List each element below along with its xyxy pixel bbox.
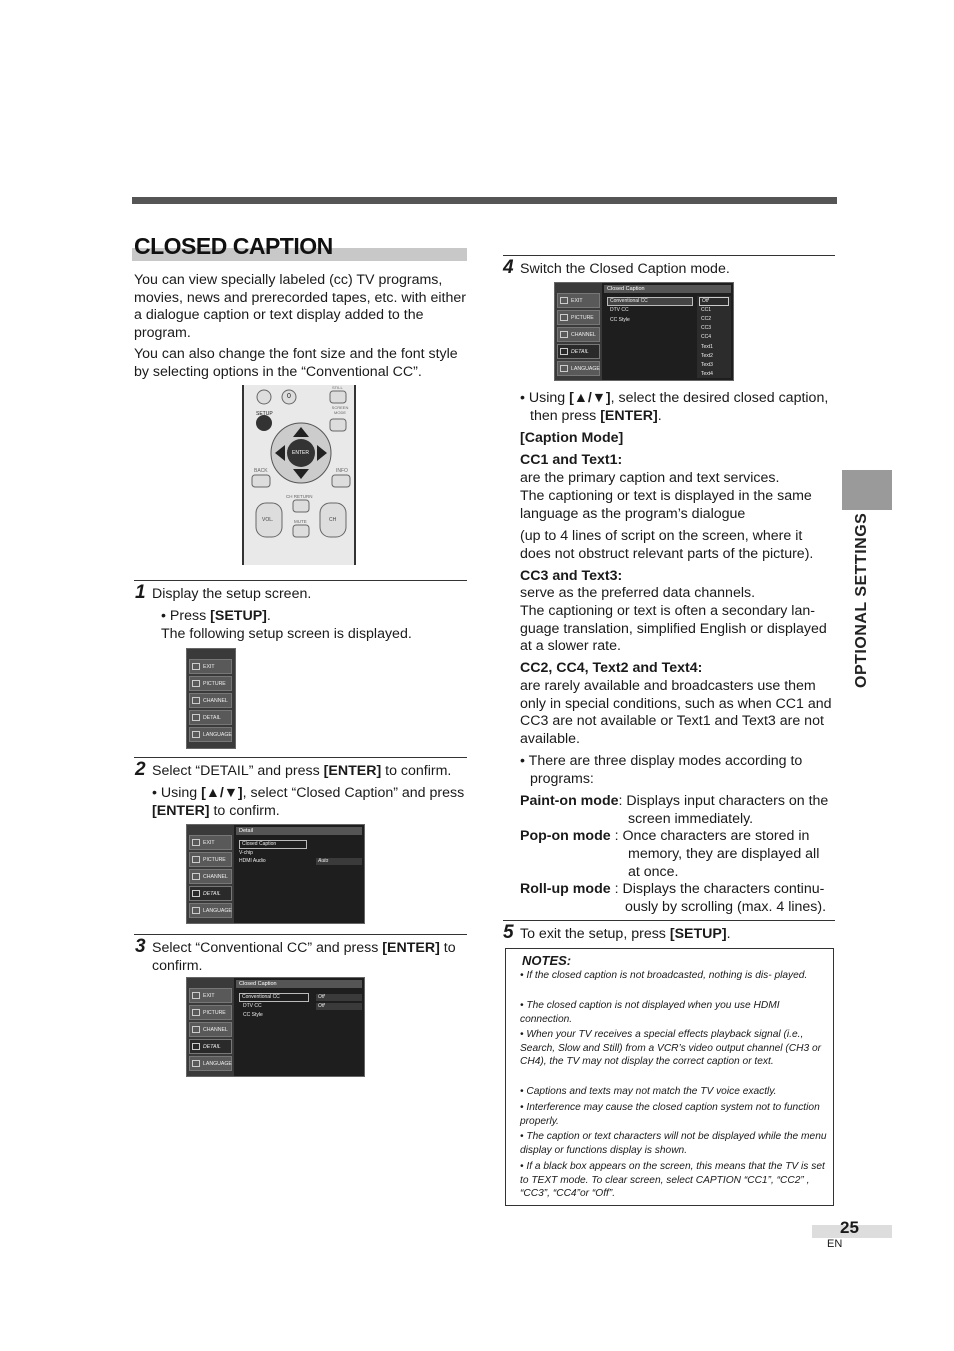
ch-return-label: CH RETURN [286,494,313,499]
step1-bullet-line2: The following setup screen is displayed. [161,626,412,642]
setup-menu-screen [186,648,236,749]
language-icon [192,907,200,914]
cc-option-list [697,296,731,378]
detail-icon [192,890,200,897]
conventional-cc-item[interactable]: Conventional CC [607,297,693,306]
page-title: CLOSED CAPTION [134,233,333,259]
caption-mode-heading: [Caption Mode] [520,430,624,446]
notes-box [505,948,834,1206]
menu-detail[interactable]: DETAIL [557,344,600,359]
step1-number: 1 [135,582,146,603]
language-icon [192,1060,200,1067]
zero-key-label: 0 [287,393,291,400]
step3-text: Select “Conventional CC” and press [ENTER] to confirm. [152,940,456,974]
dtv-cc-item[interactable]: DTV CC [243,1003,262,1009]
exit-icon [192,992,200,999]
page-number: 25 [840,1218,859,1237]
mute-label: MUTE [294,519,307,524]
detail-menu-title: Detail [236,827,362,835]
menu-exit[interactable]: EXIT [189,659,232,674]
remote-illustration [242,385,356,565]
detail-icon [560,348,568,355]
step4-rule [503,255,835,256]
intro-paragraph-1: You can view specially labeled (cc) TV programs, movies, news and prerecorded tapes, etc. with either a dialogue caption or text display added to the program. [134,272,466,341]
step5-text: To exit the setup, press [SETUP]. [520,926,731,942]
note-item: • The caption or text characters will not be displayed while the menu display or functions display is shown. [520,1131,827,1156]
step5-rule [503,920,835,921]
notes-heading: NOTES: [522,953,572,968]
cc-menu-title: Closed Caption [604,285,731,293]
cc3-desc-b: The captioning or text is often a secondary lan- guage translation, simplified English or displayed at a slower rate. [520,603,827,655]
menu-detail[interactable]: DETAIL [189,1039,232,1054]
picture-icon [560,314,568,321]
setup-label: SETUP [256,411,273,417]
note-item: • If the closed caption is not broadcasted, nothing is dis- played. [520,970,808,981]
section-label: OPTIONAL SETTINGS [853,512,870,688]
step2-number: 2 [135,759,146,780]
cc-style-item[interactable]: CC Style [243,1012,263,1018]
cc-option-cc2[interactable]: CC2 [701,316,712,322]
paint-on-mode: Paint-on mode: Displays input characters on the [520,793,829,809]
menu-exit[interactable]: EXIT [557,293,600,308]
menu-exit[interactable]: EXIT [189,835,232,850]
picture-icon [192,680,200,687]
cc1-desc-c: (up to 4 lines of script on the screen, where it does not obstruct relevant parts of the picture). [520,528,814,562]
language-icon [560,365,568,372]
step5-number: 5 [503,922,514,943]
cc1-heading: CC1 and Text1: [520,452,623,468]
top-rule [132,197,837,204]
channel-icon [192,873,200,880]
note-item: • When your TV receives a special effects playback signal (i.e., Search, Slow and Still) from a VCR’s video output channel (CH3 or CH4), the TV may not display the correct caption or text. [520,1029,822,1068]
menu-channel[interactable]: CHANNEL [557,327,600,342]
dtv-cc-value: Off [316,1003,362,1010]
cc-options-screen [554,282,734,381]
menu-channel[interactable]: CHANNEL [189,1022,232,1037]
channel-icon [192,1026,200,1033]
pop-on-mode: Pop-on mode : Once characters are stored in [520,828,810,844]
picture-icon [192,856,200,863]
cc2-heading: CC2, CC4, Text2 and Text4: [520,660,703,676]
cc1-desc-b: The captioning or text is displayed in the same language as the program’s dialogue [520,488,812,522]
step1-bullet: • Press [SETUP]. [161,608,271,624]
detail-icon [192,1043,200,1050]
cc-option-text1[interactable]: Text1 [701,344,713,350]
cc-option-text2[interactable]: Text2 [701,353,713,359]
still-label: STILL [332,385,343,390]
cc-option-cc1[interactable]: CC1 [701,307,712,313]
vchip-item[interactable]: V-chip [239,850,253,856]
menu-channel[interactable]: CHANNEL [189,693,232,708]
cc-option-cc4[interactable]: CC4 [701,334,712,340]
vol-label: VOL. [262,517,274,523]
step2-rule [134,757,467,758]
step4-number: 4 [503,257,514,278]
cc-option-cc3[interactable]: CC3 [701,325,712,331]
back-label: BACK [254,468,268,474]
hdmi-audio-value: Auto [316,858,362,865]
note-item: • If a black box appears on the screen, this means that the TV is set to TEXT mode. To clear screen, select CAPTION “CC1”, “CC2” , “CC3”, “CC4”or “Off”. [520,1161,825,1200]
note-item: • The closed caption is not displayed when you use HDMI connection. [520,1000,780,1025]
pop-on-mode-line2: memory, they are displayed all [628,846,820,862]
channel-icon [192,697,200,704]
step4-bullet: • Using [▲/▼], select the desired closed caption, then press [ENTER]. [520,390,829,424]
cc3-desc-a: serve as the preferred data channels. [520,585,756,601]
step2-text: Select “DETAIL” and press [ENTER] to confirm. [152,763,452,779]
paint-on-mode-line2: screen immediately. [628,811,754,827]
dtv-cc-item[interactable]: DTV CC [610,307,629,313]
menu-language[interactable]: LANGUAGE [557,361,600,376]
menu-channel[interactable]: CHANNEL [189,869,232,884]
exit-icon [192,839,200,846]
step1-rule [134,580,467,581]
language-icon [192,731,200,738]
closed-caption-item[interactable]: Closed Caption [239,840,307,849]
cc1-desc-a: are the primary caption and text services. [520,470,780,486]
step2-bullet: • Using [▲/▼], select “Closed Caption” and press [ENTER] to confirm. [152,785,465,819]
note-item: • Captions and texts may not match the TV voice exactly. [520,1086,777,1097]
hdmi-audio-item[interactable]: HDMI Audio [239,858,266,864]
menu-language[interactable]: LANGUAGE [189,727,232,742]
cc-menu-title: Closed Caption [236,980,362,988]
exit-icon [192,663,200,670]
screen-mode-label: SCREEN MODE [331,405,349,415]
exit-icon [560,297,568,304]
cc-option-text4[interactable]: Text4 [701,371,713,377]
menu-picture[interactable]: PICTURE [189,852,232,867]
detail-icon [192,714,200,721]
menu-language[interactable]: LANGUAGE [189,903,232,918]
enter-label: ENTER [292,450,309,456]
conventional-cc-value: Off [316,994,362,1001]
menu-detail[interactable]: DETAIL [189,886,232,901]
closed-caption-menu-screen [186,977,365,1077]
menu-detail[interactable]: DETAIL [189,710,232,725]
step1-text: Display the setup screen. [152,586,312,602]
menu-language[interactable]: LANGUAGE [189,1056,232,1071]
cc2-desc: are rarely available and broadcasters use them only in special conditions, such as when CC1 and CC3 are not available or Text1 and Text3 are not available. [520,678,832,747]
info-label: INFO [336,468,348,474]
menu-picture[interactable]: PICTURE [189,676,232,691]
detail-menu-screen [186,824,365,924]
modes-intro: • There are three display modes according to programs: [520,753,803,787]
intro-paragraph-2: You can also change the font size and the font style by selecting options in the “Conventional CC”. [134,346,458,380]
menu-exit[interactable]: EXIT [189,988,232,1003]
step4-text: Switch the Closed Caption mode. [520,261,730,277]
cc-style-item[interactable]: CC Style [610,317,630,323]
cc-option-off[interactable]: Off [699,297,729,306]
roll-up-mode: Roll-up mode : Displays the characters continu- [520,881,825,897]
cc3-heading: CC3 and Text3: [520,568,623,584]
step3-rule [134,934,467,935]
roll-up-mode-line2: ously by scrolling (max. 4 lines). [625,899,827,915]
pop-on-mode-line3: at once. [628,864,679,880]
ch-label: CH [329,517,337,523]
step3-number: 3 [135,936,146,957]
menu-picture[interactable]: PICTURE [557,310,600,325]
menu-picture[interactable]: PICTURE [189,1005,232,1020]
conventional-cc-item[interactable]: Conventional CC [239,993,309,1002]
language-code: EN [827,1238,843,1250]
section-tab [842,470,892,510]
cc-option-text3[interactable]: Text3 [701,362,713,368]
note-item: • Interference may cause the closed caption system not to function properly. [520,1102,820,1127]
channel-icon [560,331,568,338]
picture-icon [192,1009,200,1016]
